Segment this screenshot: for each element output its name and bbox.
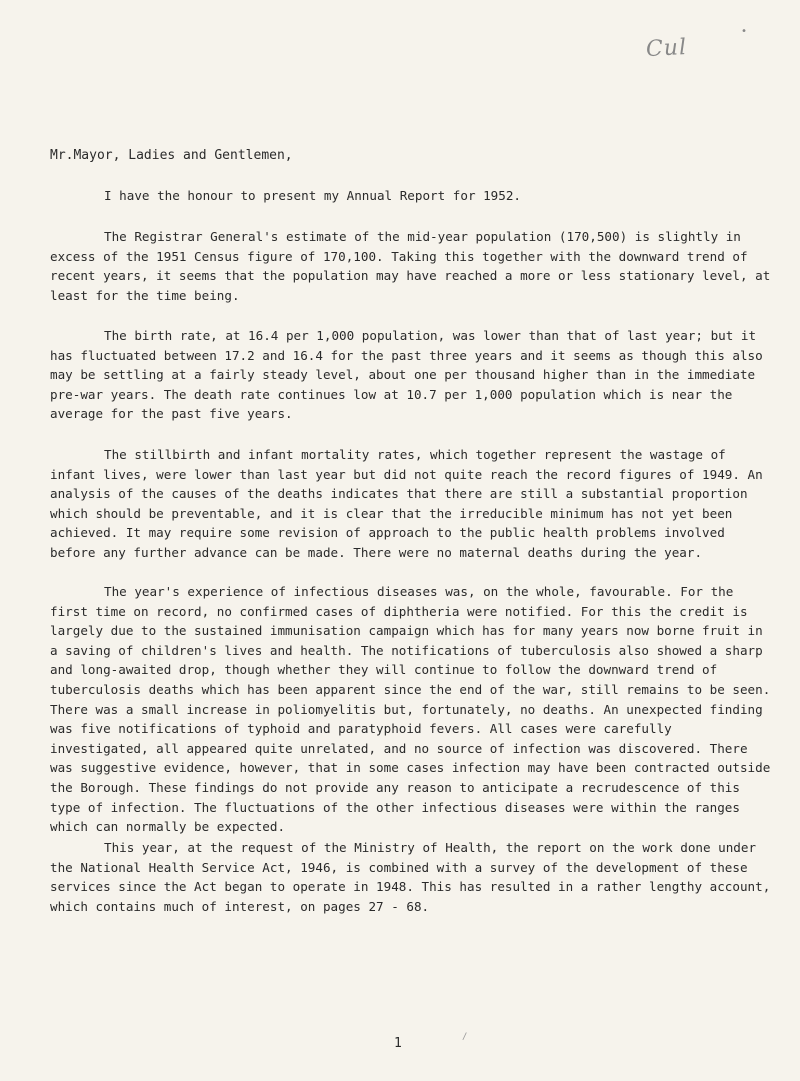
salutation: Mr.Mayor, Ladies and Gentlemen, [50,148,293,163]
handwritten-annotation: Cul [645,34,688,63]
paragraph-birth-rate: The birth rate, at 16.4 per 1,000 population, was lower than that of last year; but it has fluctuated between 17.2 and 16.4 for the past three years and it seems as though this also may be settling at a fairly steady level, about one per thousand higher than in the immediate pre-war years. The death rate continues low at 10.7 per 1,000 population which is near the average for the past five years. [50,328,763,422]
tick-mark-icon: ∕ [462,1032,468,1042]
paragraph-infectious-diseases: The year's experience of infectious diseases was, on the whole, favourable. For the first time on record, no confirmed cases of diphtheria were notified. For this the credit is largely due to the sustained immunisation campaign which has for many years now borne fruit in a saving of children's lives and health. The notifications of tuberculosis also showed a sharp and long-awaited drop, though whether they will continue to follow the downward trend of tuberculosis deaths which has been apparent since the end of the war, still remains to be seen. There was a small increase in poliomyelitis but, fortunately, no deaths. An unexpected finding was five notifications of typhoid and paratyphoid fevers. All cases were carefully investigated, all appeared quite unrelated, and no source of infection was discovered. There was suggestive evidence, however, that in some cases infection may have been contracted outside the Borough. These findings do not provide any reason to anticipate a recrudescence of this type of infection. The fluctuations of the other infectious diseases were within the ranges which can normally be expected. [50,584,771,835]
paragraph-population: The Registrar General's estimate of the mid-year population (170,500) is slightly in excess of the 1951 Census figure of 170,100. Taking this together with the downward trend of recent years, it seems that the population may have reached a more or less stationary level, at least for the time being. [50,229,771,303]
corner-mark-icon: • [741,26,748,37]
paragraph-infant-mortality: The stillbirth and infant mortality rates, which together represent the wastage of infant lives, were lower than last year but did not quite reach the record figures of 1949. An analysis of the causes of the deaths indicates that there are still a substantial proportion which should be preventable, and it is clear that the irreducible minimum has not yet been achieved. It may require some revision of approach to the public health problems involved before any further advance can be made. There were no maternal deaths during the year. [50,447,763,560]
page-number: 1 [394,1036,402,1051]
paragraph-intro: I have the honour to present my Annual Report for 1952. [104,188,522,203]
paragraph-health-service: This year, at the request of the Ministry of Health, the report on the work done under the National Health Service Act, 1946, is combined with a survey of the development of these services since the Act began to operate in 1948. This has resulted in a rather lengthy account, which contains much of interest, on pages 27 - 68. [50,840,771,914]
